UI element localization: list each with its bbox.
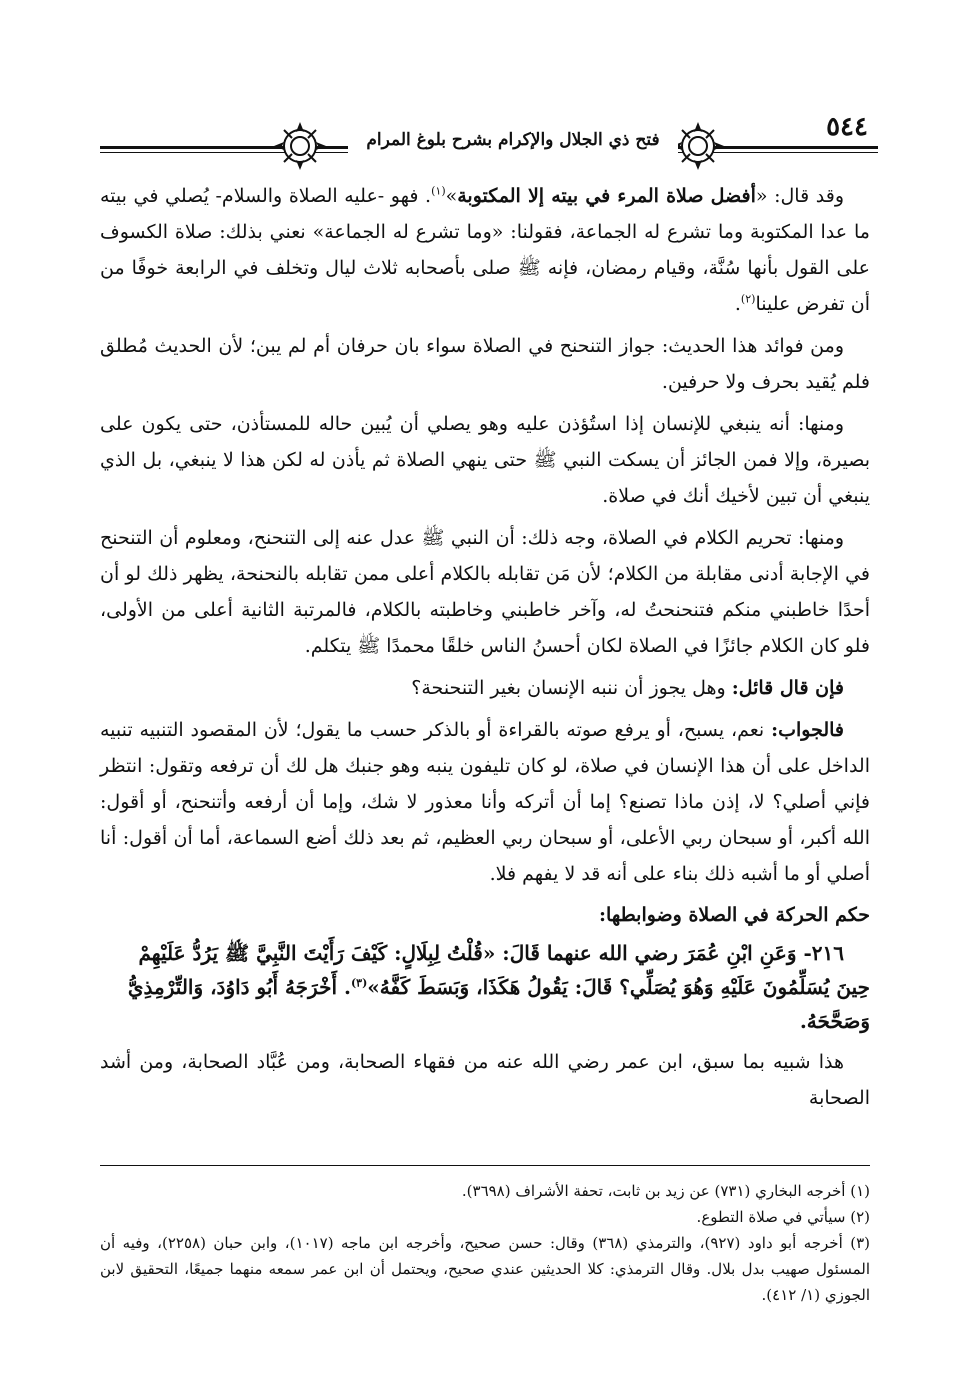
section-heading: حكم الحركة في الصلاة وضوابطها: xyxy=(599,904,870,926)
running-title: فتح ذي الجلال والإكرام بشرح بلوغ المرام xyxy=(348,126,678,154)
hadith-text: ٢١٦- وَعَنِ ابْنِ عُمَرَ رضي الله عنهما قَالَ: «قُلْتُ لِبِلَالٍ: كَيْفَ رَأَيْتَ النَّبِيَّ ﷺ يَرُدُّ عَلَيْهِمْ حِينَ يُسَلِّمُونَ عَلَيْهِ وَهُوَ يُصَلِّي؟ قَالَ: يَقُولُ هَكَذَا، وَبَسَطَ كَفَّهُ»$^{(٣)}$. أَخْرَجَهُ أَبُو دَاوُدَ، وَالتِّرْمِذِيُّ وَصَحَّحَهُ. xyxy=(127,941,870,1033)
closing-paragraph: هذا شبيه بما سبق، ابن عمر رضي الله عنه من فقهاء الصحابة، ومن عُبَّاد الصحابة، ومن أشد الصحابة xyxy=(100,1051,870,1109)
footnotes xyxy=(100,1178,870,1308)
footnote-ref[interactable]: (٢) xyxy=(740,292,756,306)
main-text xyxy=(100,178,870,1122)
paragraph-1: وقد قال: «أفضل صلاة المرء في بيته إلا المكتوبة»$^{(١)}$. فهو -عليه الصلاة والسلام- يُصلي في بيته ما عدا المكتوبة وما تشرع له الجماعة، فقولنا: «وما تشرع له الجماعة» نعني بذلك: صلاة الكسوف على القول بأنها سُنَّة، وقيام رمضان، فإنه ﷺ صلى بأصحابه ثلاث ليال وتخلف في الرابعة خوفًا من أن تفرض علينا$^{(٢)}$. xyxy=(100,184,870,315)
paragraph-4: ومنها: تحريم الكلام في الصلاة، وجه ذلك: أن النبي ﷺ عدل عنه إلى التنحنح، ومعلوم أن التنحنح في الإجابة أدنى مقابلة من الكلام؛ لأن مَن تقابله بالكلام أعلى ممن تقابله بالنحنحة، يظهر ذلك لو أن أحدًا خاطبني منكم فتنحنحتُ له، وآخر خاطبني وخاطبته بالكلام، فالمرتبة الثانية أعلى من الأولى، فلو كان الكلام جائزًا في الصلاة لكان أحسنُ الناس خلقًا محمدًا ﷺ يتكلم. xyxy=(100,527,870,657)
footnote-ref[interactable]: (٣) xyxy=(350,976,368,990)
paragraph-3: ومنها: أنه ينبغي للإنسان إذا استُؤذن عليه وهو يصلي أن يُبين حاله للمستأذن، حتى يكون على بصيرة، وإلا فمن الجائز أن يسكت النبي ﷺ حتى ينهي الصلاة ثم يأذن له لكن هذا لا ينبغي، بل الذي ينبغي أن تبين لأخيك أنك في صلاة. xyxy=(100,413,870,507)
paragraph-2: ومن فوائد هذا الحديث: جواز التنحنح في الصلاة سواء بان حرفان أم لم يبن؛ لأن الحديث مُطلق فلم يُقيد بحرف ولا حرفين. xyxy=(100,335,870,393)
footnote-separator xyxy=(100,1165,870,1166)
paragraph-question: فإن قال قائل: وهل يجوز أن ننبه الإنسان بغير التنحنحة؟ xyxy=(411,677,844,699)
footnote-1: (١) أخرجه البخاري (٧٣١) عن زيد بن ثابت، تحفة الأشراف (٣٦٩٨). xyxy=(461,1182,870,1200)
footnote-2: (٢) سيأتي في صلاة التطوع. xyxy=(696,1208,870,1226)
footnote-ref[interactable]: (١) xyxy=(431,184,446,198)
page-number: ٥٤٤ xyxy=(820,112,874,142)
footnote-3: (٣) أخرجه أبو داود (٩٢٧)، والترمذي (٣٦٨) وقال: حسن صحيح، وأخرجه ابن ماجه (١٠١٧)، وابن حبان (٢٢٥٨)، وفيه أن المسئول صهيب بدل بلال. وقال الترمذي: كلا الحديثين عندي صحيح، ويحتمل أن ابن عمر سمعه منهما جميعًا، التحقيق لابن الجوزي (١/ ٤١٢). xyxy=(100,1234,871,1304)
paragraph-answer: فالجواب: نعم، يسبح، أو يرفع صوته بالقراءة أو بالذكر حسب ما يقول؛ لأن المقصود التنبيه تنبيه الداخل على أن هذا الإنسان في صلاة، لو كان تليفون ينبه وهو جنبك هل لك أن ترفعه وتقول: انتظر فإني أصلي؟ لا، إذن ماذا تصنع؟ إما أن أتركه وأنا معذور لا شك، وإما أن أرفعه وأتنحنح، أو أقول: الله أكبر، أو سبحان ربي الأعلى، أو سبحان ربي العظيم، ثم بعد ذلك أضع السماعة، أما أن أقول: أنا أصلي أو ما أشبه ذلك بناء على أنه قد لا يفهم فلا. xyxy=(100,719,870,885)
ornament-left-icon xyxy=(270,118,330,174)
page-header xyxy=(100,100,878,170)
